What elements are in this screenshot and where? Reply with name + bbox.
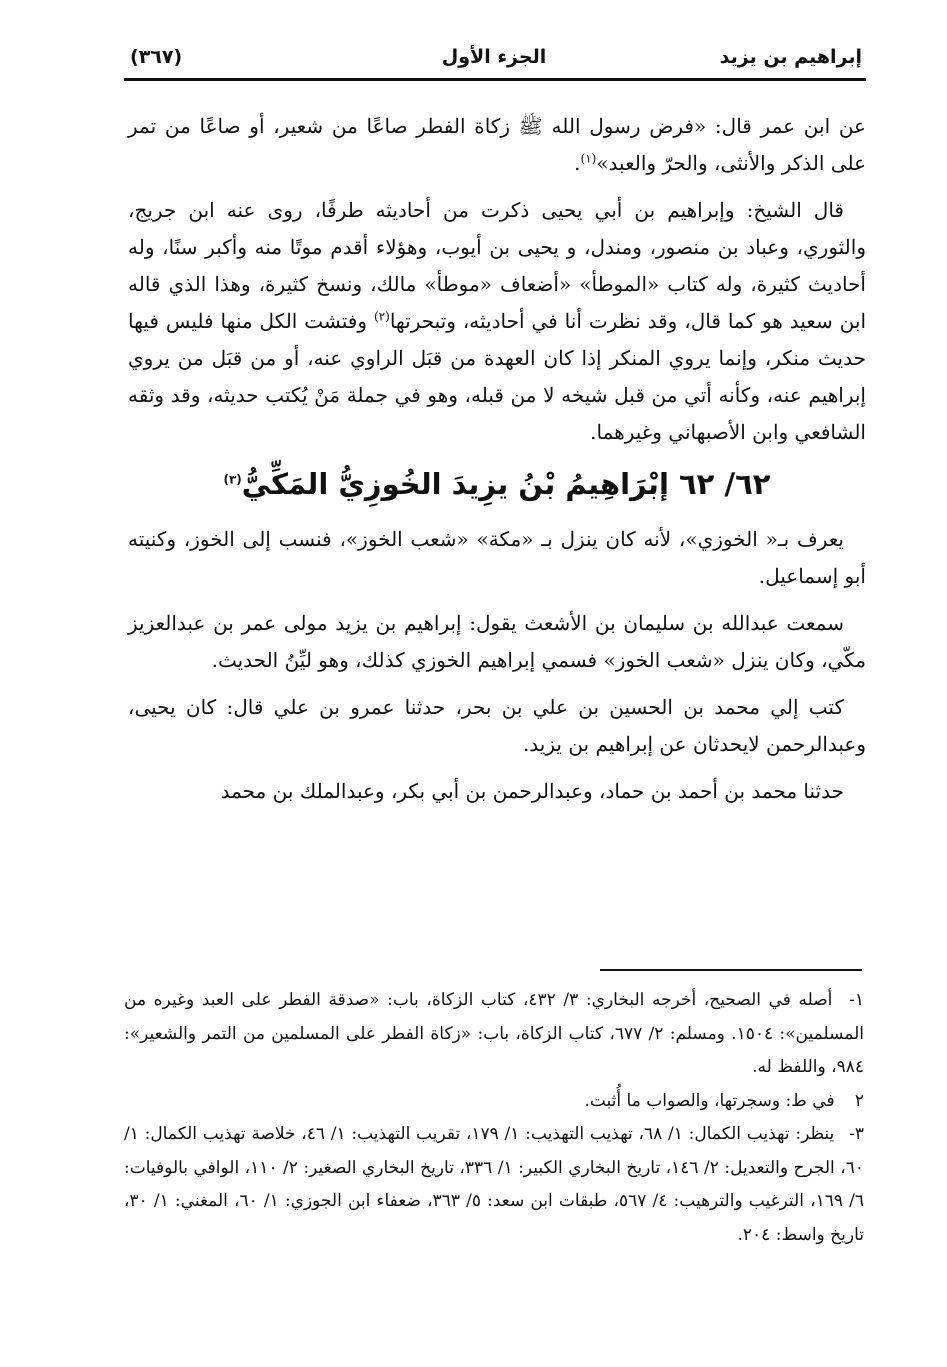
entry-title-text: ٦٢/ ٦٢ إبْرَاهِيمُ بْنُ يزِيدَ الخُوزِيُّ المَكِّيُّ — [241, 467, 771, 501]
entry-paragraph: يعرف بـ« الخوزي»، لأنه كان ينزل بـ «مكة» «شعب الخوز»، فنسب إلى الخوز، وكنيته أبو إسماعيل. — [128, 527, 866, 588]
footnote-text: في ط: وسجرتها، والصواب ما أُثبت. — [584, 1090, 835, 1111]
paragraph-hadith — [128, 108, 866, 182]
entry-paragraph: كتب إلي محمد بن الحسين بن علي بن بحر، حدثنا عمرو بن علي قال: كان يحيى، وعبدالرحمن لايحدثان عن إبراهيم بن يزيد. — [128, 695, 866, 756]
footnote-number: ٣- — [849, 1124, 864, 1144]
footnote-number: ٢ — [854, 1090, 864, 1111]
running-title: إبراهيم بن يزيد — [719, 46, 862, 68]
paragraph-sheikh-comment — [128, 192, 866, 451]
footnote-text: أصله في الصحيح، أخرجه البخاري: ٣/ ٤٣٢، كتاب الزكاة، باب: «صدقة الفطر على العبد وغيره من المسلمين»: ١٥٠٤. ومسلم: ٢/ ٦٧٧، كتاب الزكاة، باب: «زكاة الفطر على المسلمين من التمر والشعير»: ٩٨٤، واللفظ له. — [124, 990, 864, 1077]
entry-paragraph: سمعت عبدالله بن سليمان بن الأشعث يقول: إبراهيم بن يزيد مولى عمر بن عبدالعزيز مكّي، وكان ينزل «شعب الخوز» فسمي إبراهيم الخوزي كذلك، وهو ليِّنُ الحديث. — [128, 611, 866, 672]
footnote-item — [124, 984, 864, 1085]
main-text — [128, 108, 866, 820]
footnote-number: ١- — [849, 990, 865, 1010]
entry-heading — [128, 461, 866, 507]
paragraph-text: عن ابن عمر قال: «فرض رسول الله ﷺ زكاة الفطر صاعًا من شعير، أو صاعًا من تمر على الذكر والأنثى، والحرّ والعبد» — [128, 114, 866, 175]
footnote-text: ينظر: تهذيب الكمال: ١/ ٦٨، تهذيب التهذيب: ١/ ١٧٩، تقريب التهذيب: ١/ ٤٦، خلاصة تهذيب الكمال: ١/ ٦٠، الجرح والتعديل: ٢/ ١٤٦، تاريخ البخاري الكبير: ١/ ٣٣٦، تاريخ البخاري الصغير: ٢/ ١١٠، الوافي بالوفيات: ٦/ ١٦٩، الترغيب والترهيب: ٤/ ٥٦٧، طبقات ابن سعد: ٥/ ٣٦٣، ضعفاء ابن الجوزي: ١/ ٦٠، المغني: ١/ ٣٠، تاريخ واسط: ٢٠٤. — [124, 1124, 864, 1245]
paragraph-end: . — [574, 151, 581, 175]
footnote-divider — [600, 969, 862, 971]
volume-label: الجزء الأول — [441, 46, 547, 68]
footnote-ref: (١) — [580, 151, 597, 166]
footnote-ref: (٣) — [223, 472, 242, 487]
paragraph-text: قال الشيخ: وإبراهيم بن أبي يحيى ذكرت من أحاديثه طرفًا، روى عنه ابن جريج، والثوري، وعباد بن منصور، ومندل، و يحيى بن أيوب، وهؤلاء أقدم موتًا منه وأكبر سنًا، وله أحاديث كثيرة، وله كتاب «الموطأ» «أضعاف «موطأ» مالك، ونسخ كثيرة، وهذا الذي قاله ابن سعيد هو كما قال، وقد نظرت أنا في أحاديثه، وتبحرتها — [128, 198, 867, 333]
page-number: (٣٦٧) — [130, 46, 183, 68]
entry-paragraph: حدثنا محمد بن أحمد بن حماد، وعبدالرحمن بن أبي بكر، وعبدالملك بن محمد — [220, 779, 844, 803]
footnote-item — [124, 1085, 864, 1119]
footnote-ref: (٢) — [373, 309, 390, 324]
footnote-item — [124, 1118, 864, 1252]
running-header — [122, 40, 866, 74]
paragraph-continuation: وفتشت الكل منها فليس فيها حديث منكر، وإنما يروي المنكر إذا كان العهدة من قبَل الراوي عنه، أو من قبَل من يروي إبراهيم عنه، وكأنه أتي من قبل شيخه لا من قبله، وهو في جملة مَنْ يُكتب حديثه، وقد وثقه الشافعي وابن الأصبهاني وغيرهما. — [128, 309, 866, 444]
footnotes — [124, 984, 864, 1252]
header-divider — [124, 78, 866, 81]
